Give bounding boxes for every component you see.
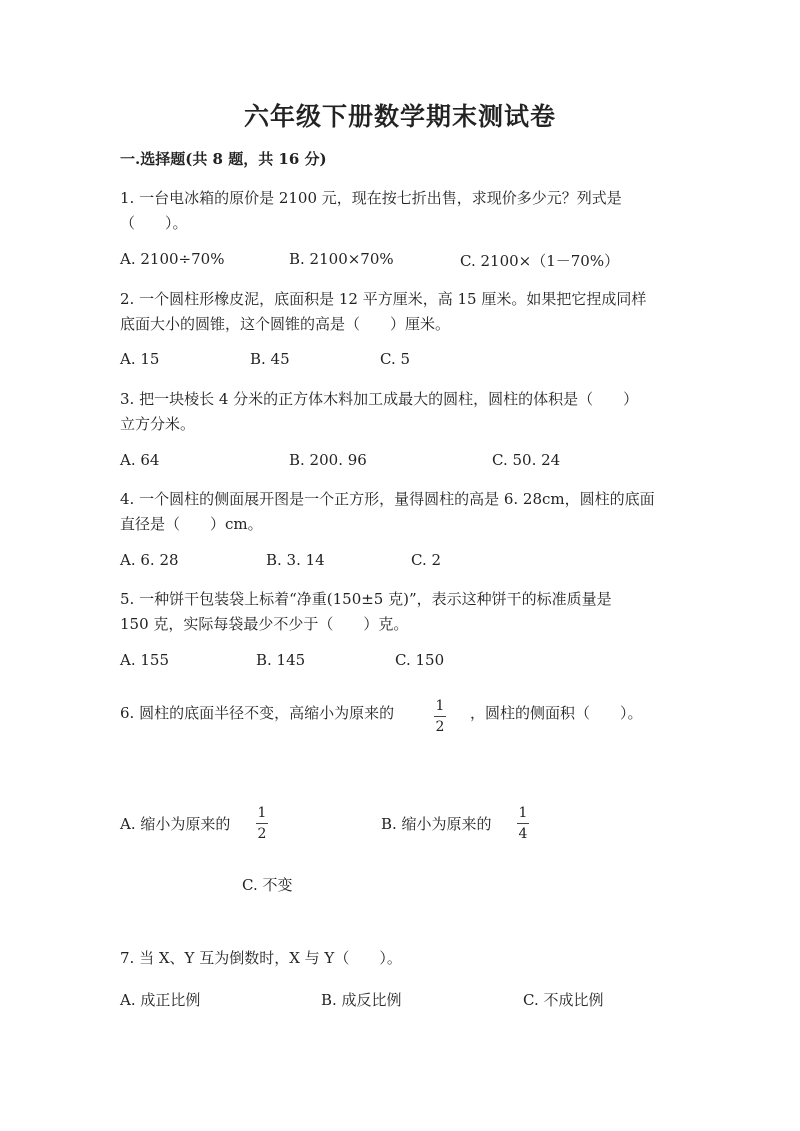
fraction-denominator: 2 bbox=[435, 719, 445, 735]
q2-option-c[interactable]: C. 5 bbox=[380, 350, 411, 368]
question-4-line-1: 4. 一个圆柱的侧面展开图是一个正方形，量得圆柱的高是 6. 28cm，圆柱的底面 bbox=[120, 490, 655, 508]
fraction-denominator: 4 bbox=[518, 826, 528, 842]
question-6-fraction bbox=[434, 699, 446, 734]
q3-option-a[interactable]: A. 64 bbox=[120, 451, 160, 469]
q2-option-a[interactable]: A. 15 bbox=[120, 350, 160, 368]
question-6-text-before: 6. 圆柱的底面半径不变，高缩小为原来的 bbox=[120, 704, 395, 722]
question-7-line-1: 7. 当 X、Y 互为倒数时，X 与 Y（ ）。 bbox=[120, 949, 402, 967]
q1-option-c[interactable]: C. 2100×（1－70%） bbox=[460, 252, 620, 270]
q3-option-b[interactable]: B. 200. 96 bbox=[289, 451, 367, 469]
question-2-line-2: 底面大小的圆锥，这个圆锥的高是（ ）厘米。 bbox=[120, 315, 451, 333]
q2-option-b[interactable]: B. 45 bbox=[250, 350, 290, 368]
q7-option-c[interactable]: C. 不成比例 bbox=[523, 991, 604, 1009]
question-4-line-2: 直径是（ ）cm。 bbox=[120, 515, 263, 533]
fraction-numerator: 1 bbox=[435, 698, 445, 714]
q4-option-b[interactable]: B. 3. 14 bbox=[266, 551, 325, 569]
q3-option-c[interactable]: C. 50. 24 bbox=[492, 451, 561, 469]
question-3-line-1: 3. 把一块棱长 4 分米的正方体木料加工成最大的圆柱，圆柱的体积是（ ） bbox=[120, 390, 639, 408]
question-5-line-2: 150 克，实际每袋最少不少于（ ）克。 bbox=[120, 615, 409, 633]
q4-option-c[interactable]: C. 2 bbox=[411, 551, 442, 569]
fraction-denominator: 2 bbox=[257, 826, 267, 842]
question-3-line-2: 立方分米。 bbox=[120, 415, 196, 433]
question-5 bbox=[120, 587, 612, 637]
q4-option-a[interactable]: A. 6. 28 bbox=[120, 551, 179, 569]
question-4 bbox=[120, 487, 655, 537]
fraction-numerator: 1 bbox=[257, 805, 267, 821]
q6-option-c[interactable]: C. 不变 bbox=[242, 876, 293, 894]
fraction-numerator: 1 bbox=[518, 805, 528, 821]
q6-option-a[interactable]: A. 缩小为原来的 bbox=[120, 815, 231, 833]
q6-option-b-fraction bbox=[517, 806, 529, 841]
question-7 bbox=[120, 946, 402, 971]
q1-option-b[interactable]: B. 2100×70% bbox=[289, 250, 394, 268]
question-2-line-1: 2. 一个圆柱形橡皮泥，底面积是 12 平方厘米，高 15 厘米。如果把它捏成同样 bbox=[120, 290, 647, 308]
q7-option-a[interactable]: A. 成正比例 bbox=[120, 991, 201, 1009]
q5-option-c[interactable]: C. 150 bbox=[395, 651, 445, 669]
question-6-text-after: ，圆柱的侧面积（ ）。 bbox=[470, 704, 643, 722]
q5-option-b[interactable]: B. 145 bbox=[256, 651, 306, 669]
q6-option-b[interactable]: B. 缩小为原来的 bbox=[381, 815, 492, 833]
question-1-line-2: （ ）。 bbox=[120, 214, 188, 232]
question-5-line-1: 5. 一种饼干包装袋上标着“净重(150±5 克)”，表示这种饼干的标准质量是 bbox=[120, 590, 612, 608]
page-title: 六年级下册数学期末测试卷 bbox=[243, 102, 556, 131]
question-1-line-1: 1. 一台电冰箱的原价是 2100 元，现在按七折出售，求现价多少元？列式是 bbox=[120, 189, 622, 207]
question-1 bbox=[120, 186, 622, 236]
question-2 bbox=[120, 287, 646, 337]
q1-option-a[interactable]: A. 2100÷70% bbox=[120, 250, 225, 268]
section-heading: 一.选择题(共 8 题，共 16 分) bbox=[120, 150, 327, 168]
q6-option-a-fraction bbox=[256, 806, 268, 841]
question-3 bbox=[120, 387, 638, 437]
q7-option-b[interactable]: B. 成反比例 bbox=[321, 991, 402, 1009]
q5-option-a[interactable]: A. 155 bbox=[120, 651, 169, 669]
